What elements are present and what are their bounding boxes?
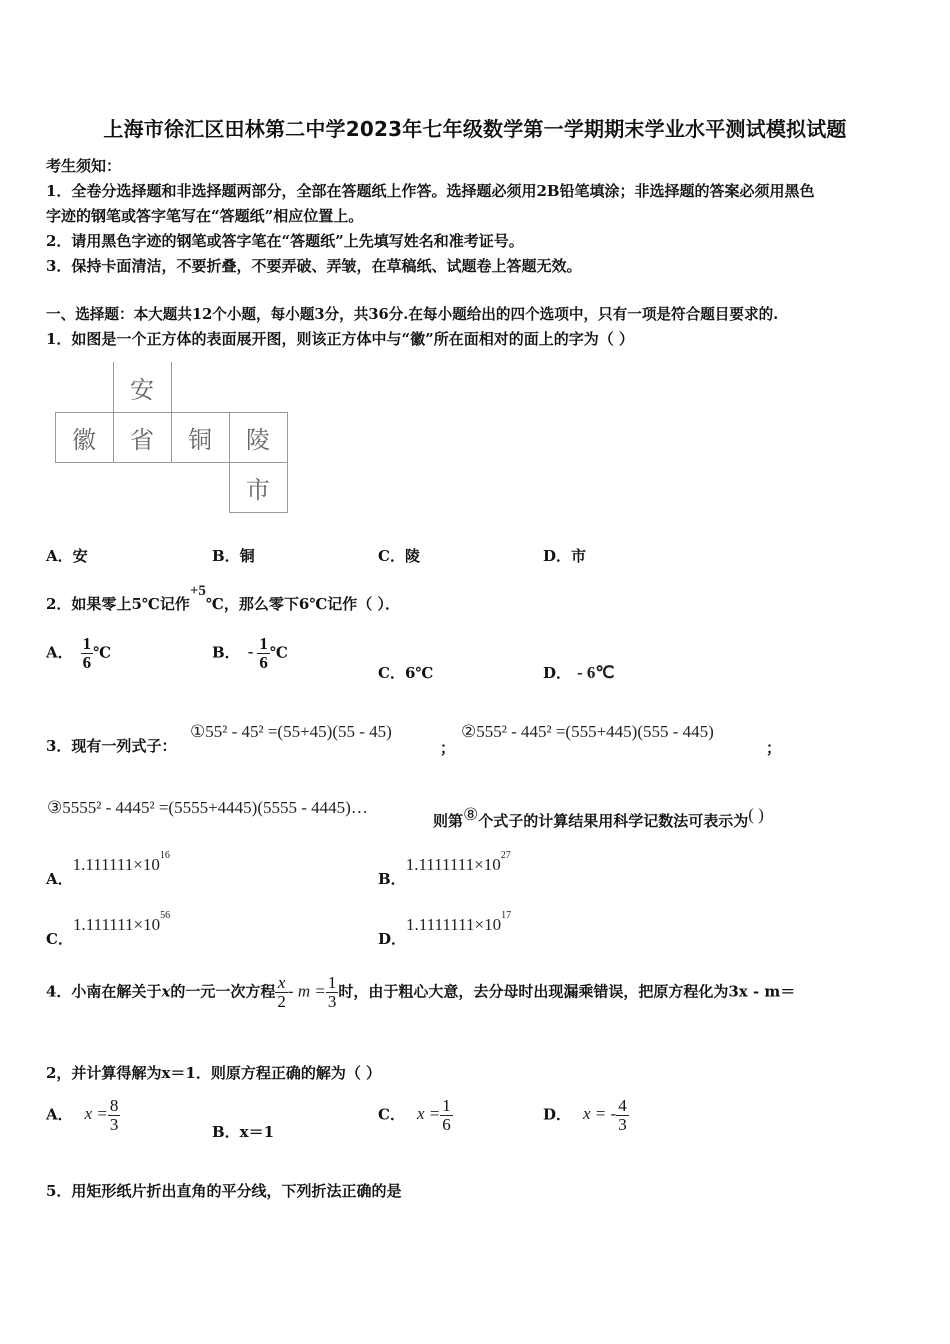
q1-stem: 1．如图是一个正方体的表面展开图，则该正方体中与“徽”所在面相对的面上的字为（ ） <box>46 330 634 348</box>
notice-item: 3．保持卡面清洁，不要折叠，不要弄破、弄皱，在草稿纸、试题卷上答题无效。 <box>46 257 582 275</box>
q3-option-d[interactable]: D．$1.1111111\times 10^{17}$ <box>378 910 512 948</box>
q4-option-d[interactable]: D． x = - $\frac{4}{3}$ <box>543 1096 627 1134</box>
q2-option-c[interactable]: C．6℃ <box>378 664 434 682</box>
q1-option-b[interactable]: B．铜 <box>212 547 255 565</box>
net-face-hui: 徽 <box>72 425 96 454</box>
notice-item: 1．全卷分选择题和非选择题两部分，全部在答题纸上作答。选择题必须用2B铅笔填涂；非选择题的答案必须用黑色 <box>46 182 815 200</box>
q4-stem-line2: 2，并计算得解为x＝1．则原方程正确的解为（ ） <box>46 1064 382 1082</box>
net-face-an: 安 <box>130 375 154 404</box>
q1-option-c[interactable]: C．陵 <box>378 547 420 565</box>
q3-separator: ； <box>766 739 782 757</box>
net-face-sheng: 省 <box>130 425 154 454</box>
q2-option-d[interactable]: D． - 6℃ <box>543 663 615 682</box>
q2-option-a[interactable]: A． $\frac{1}{6}$ ℃ <box>46 634 112 672</box>
q4-option-c[interactable]: C． x = $\frac{1}{6}$ <box>378 1096 451 1134</box>
notice-item: 2．请用黑色字迹的钢笔或答字笔在“答题纸”上先填写姓名和准考证号。 <box>46 232 524 250</box>
q1-option-a[interactable]: A．安 <box>46 547 88 565</box>
q3-tail: 则第⑧个式子的计算结果用科学记数法可表示为( ) <box>433 805 764 830</box>
q4-option-a[interactable]: A． x = $\frac{8}{3}$ <box>46 1096 119 1134</box>
cube-net-figure <box>55 362 295 514</box>
q3-option-b[interactable]: B．$1.1111111\times 10^{27}$ <box>378 850 511 888</box>
section-heading: 一、选择题：本大题共12个小题，每小题3分，共36分.在每小题给出的四个选项中，只有一项是符合题目要求的. <box>46 306 779 323</box>
q3-formula-2: ②555² - 445² =(555+445)(555 - 445) <box>461 722 714 741</box>
net-face-shi: 市 <box>246 475 270 504</box>
page-title: 上海市徐汇区田林第二中学2023年七年级数学第一学期期末学业水平测试模拟试题 <box>103 117 847 141</box>
q4-stem: 4．小南在解关于x的一元一次方程 $\frac{x}{2}$ - m = $\frac{1}{3}$ 时，由于粗心大意，去分母时出现漏乘错误，把原方程化为3x - m＝ <box>46 973 796 1011</box>
net-face-tong: 铜 <box>188 425 212 454</box>
q1-option-d[interactable]: D．市 <box>543 547 587 565</box>
q2-stem: 2．如果零上5℃记作+5℃，那么零下6℃记作（ ）． <box>46 583 401 613</box>
q3-option-c[interactable]: C．$1.111111\times 10^{56}$ <box>46 910 171 948</box>
q3-separator: ； <box>440 739 456 757</box>
notice-heading: 考生须知： <box>46 157 122 175</box>
q3-formula-1: ①55² - 45² =(55+45)(55 - 45) <box>190 722 392 741</box>
q3-option-a[interactable]: A．$1.111111\times 10^{16}$ <box>46 850 170 888</box>
q3-formula-3: ③5555² - 4445² =(5555+4445)(5555 - 4445)… <box>47 798 368 817</box>
q3-stem: 3．现有一列式子： <box>46 737 177 755</box>
q5-stem: 5．用矩形纸片折出直角的平分线，下列折法正确的是 <box>46 1182 402 1200</box>
q2-option-b[interactable]: B． - $\frac{1}{6}$ ℃ <box>212 634 288 672</box>
notice-item: 字迹的钢笔或答字笔写在“答题纸”相应位置上。 <box>46 207 364 225</box>
net-face-ling: 陵 <box>246 425 270 454</box>
q4-option-b[interactable]: B．x＝1 <box>212 1123 275 1141</box>
